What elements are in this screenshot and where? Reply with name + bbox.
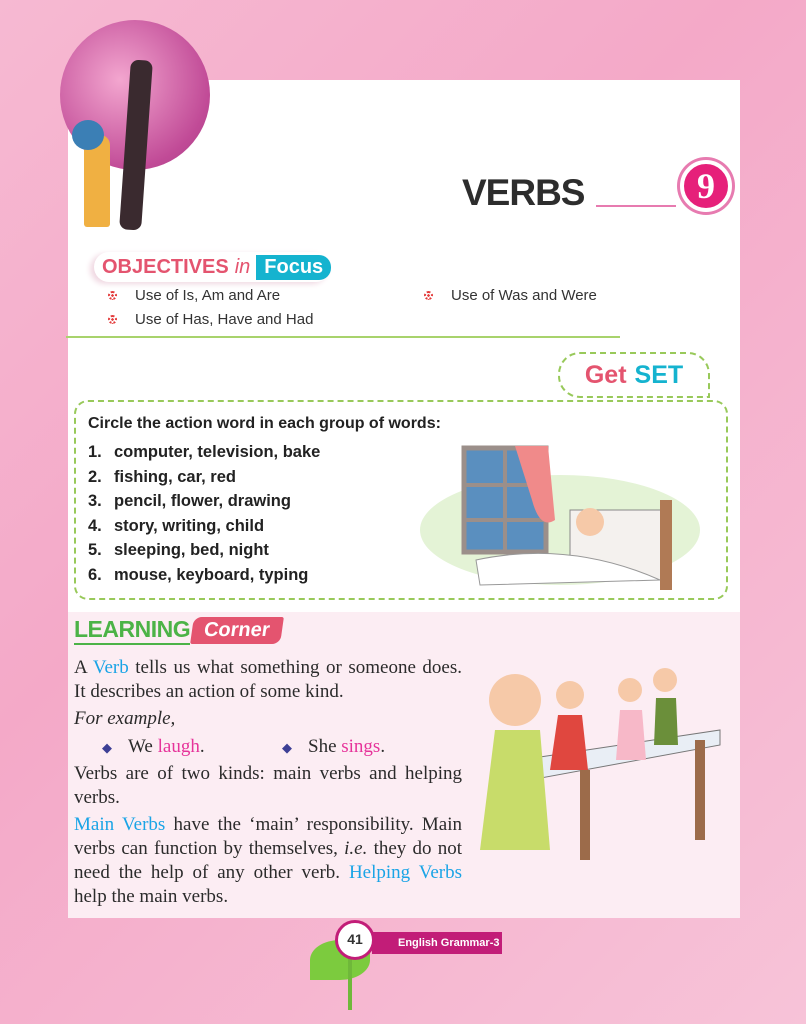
book-title-footer: English Grammar-3 xyxy=(372,932,502,954)
exercise-item: 3. pencil, flower, drawing xyxy=(88,492,291,511)
paragraph: A Verb tells us what something or someone does. It describes an action of some kind. xyxy=(74,657,462,702)
for-example: For example, xyxy=(74,708,176,729)
corner-word: Corner xyxy=(190,617,283,644)
objective-text: Use of Has, Have and Had xyxy=(135,311,314,328)
exercise-item: 1. computer, television, bake xyxy=(88,443,321,461)
title-divider xyxy=(596,205,676,207)
learning-word: LEARNING xyxy=(74,616,190,645)
page-number: 41 xyxy=(335,920,375,960)
girls-with-dolls-illustration xyxy=(470,660,730,870)
objectives-heading xyxy=(94,252,331,282)
example-item: ◆ We laugh. xyxy=(102,736,205,757)
exercise-item: 5. sleeping, bed, night xyxy=(88,541,269,560)
chapter-title: VERBS xyxy=(462,172,585,213)
section-divider xyxy=(66,336,620,338)
get-word: Get xyxy=(584,360,627,389)
exercise-item: 6. mouse, keyboard, typing xyxy=(88,565,309,584)
objectives-focus: Focus xyxy=(256,255,331,280)
objective-item xyxy=(108,311,313,328)
objective-text: Use of Is, Am and Are xyxy=(135,287,281,304)
objectives-word: OBJECTIVES xyxy=(102,255,229,278)
exercise-instruction: Circle the action word in each group of words: xyxy=(88,415,441,432)
set-word: SET xyxy=(634,360,684,389)
child-head-illustration xyxy=(72,120,104,150)
bullet-icon xyxy=(108,291,117,300)
objectives-in: in xyxy=(234,255,251,278)
bullet-icon xyxy=(108,315,117,324)
example-item: ◆ She sings. xyxy=(282,736,386,757)
examples xyxy=(74,735,462,760)
paragraph: Verbs are of two kinds: main verbs and helping verbs. xyxy=(74,763,462,808)
diamond-icon: ◆ xyxy=(282,740,292,755)
objective-text: Use of Was and Were xyxy=(451,287,597,304)
lesson-text xyxy=(74,656,462,909)
objective-item xyxy=(108,287,280,304)
exercise-item: 2. fishing, car, red xyxy=(88,467,236,486)
sleeping-girl-illustration xyxy=(420,440,710,590)
exercise-item: 4. story, writing, child xyxy=(88,516,265,535)
diamond-icon: ◆ xyxy=(102,740,112,755)
paragraph: Main Verbs have the ‘main’ responsibility. Main verbs can function by themselves, i.e. they do not need the help of any other verb. Helping Verbs help the main verbs. xyxy=(74,814,462,907)
objective-item xyxy=(424,287,597,304)
exercise-list xyxy=(88,440,320,588)
get-set-heading xyxy=(558,352,710,398)
learning-corner-heading xyxy=(74,616,282,645)
bullet-icon xyxy=(424,291,433,300)
chapter-number-badge: 9 xyxy=(680,160,732,212)
